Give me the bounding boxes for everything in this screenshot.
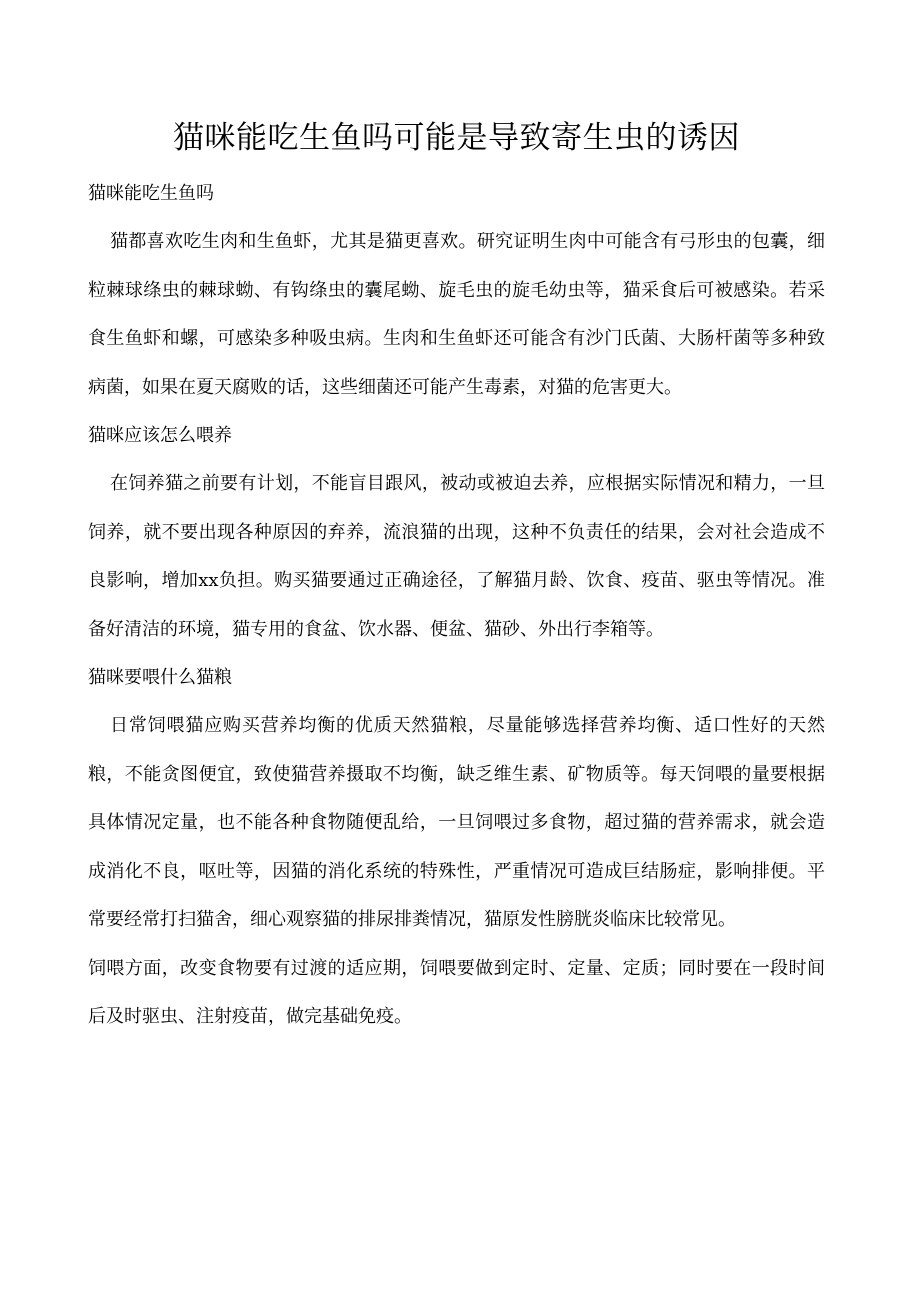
section-heading: 猫咪要喂什么猫粮 bbox=[88, 667, 232, 689]
section-heading: 猫咪能吃生鱼吗 bbox=[88, 183, 214, 205]
section-paragraph: 饲喂方面，改变食物要有过渡的适应期，饲喂要做到定时、定量、定质；同时要在一段时间后及时驱虫、注射疫苗，做完基础免疫。 bbox=[88, 957, 825, 1028]
section-raw-fish bbox=[88, 170, 825, 412]
document-title: 猫咪能吃生鱼吗可能是导致寄生虫的诱因 bbox=[173, 120, 740, 156]
section-paragraph: 猫都喜欢吃生肉和生鱼虾，尤其是猫更喜欢。研究证明生肉中可能含有弓形虫的包囊，细粒棘球绦虫的棘球蚴、有钩绦虫的囊尾蚴、旋毛虫的旋毛幼虫等，猫采食后可被感染。若采食生鱼虾和螺，可感染多种吸虫病。生肉和生鱼虾还可能含有沙门氏菌、大肠杆菌等多种致病菌，如果在夏天腐败的话，这些细菌还可能产生毒素，对猫的危害更大。 bbox=[88, 231, 825, 398]
section-how-to-raise bbox=[88, 412, 825, 654]
document-page bbox=[88, 118, 825, 1042]
section-heading: 猫咪应该怎么喂养 bbox=[88, 425, 232, 447]
section-paragraph: 在饲养猫之前要有计划，不能盲目跟风，被动或被迫去养，应根据实际情况和精力，一旦饲养，就不要出现各种原因的弃养，流浪猫的出现，这种不负责任的结果，会对社会造成不良影响，增加xx负担。购买猫要通过正确途径，了解猫月龄、饮食、疫苗、驱虫等情况。准备好清洁的环境，猫专用的食盆、饮水器、便盆、猫砂、外出行李箱等。 bbox=[88, 473, 825, 640]
section-cat-food bbox=[88, 654, 825, 1042]
section-paragraph: 日常饲喂猫应购买营养均衡的优质天然猫粮，尽量能够选择营养均衡、适口性好的天然粮，不能贪图便宜，致使猫营养摄取不均衡，缺乏维生素、矿物质等。每天饲喂的量要根据具体情况定量，也不能各种食物随便乱给，一旦饲喂过多食物，超过猫的营养需求，就会造成消化不良，呕吐等，因猫的消化系统的特殊性，严重情况可造成巨结肠症，影响排便。平常要经常打扫猫舍，细心观察猫的排尿排粪情况，猫原发性膀胱炎临床比较常见。 bbox=[88, 715, 825, 931]
